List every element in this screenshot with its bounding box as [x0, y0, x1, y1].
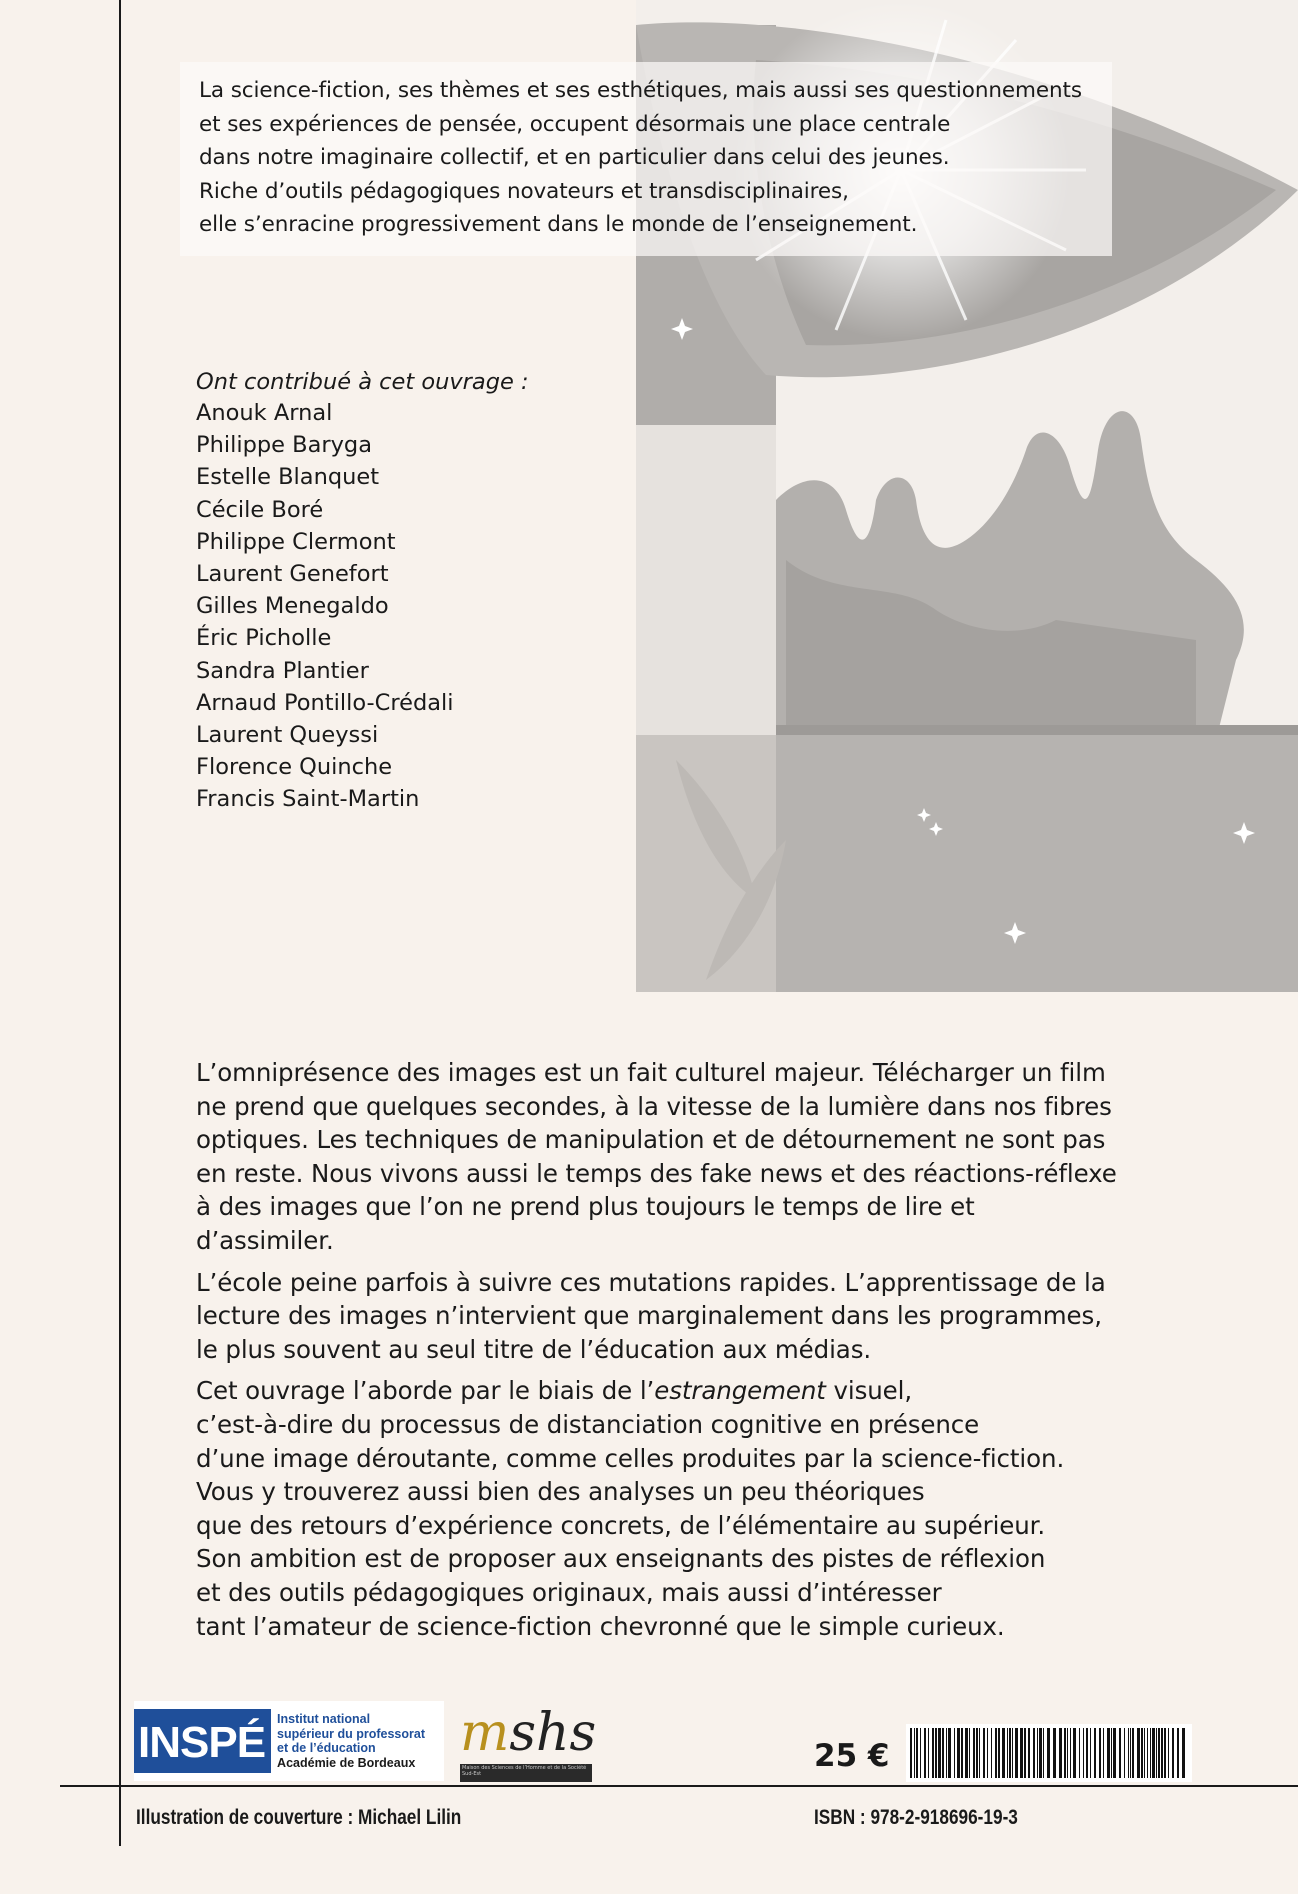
barcode-bar: [979, 1728, 980, 1778]
barcode-bar: [928, 1728, 929, 1778]
barcode-bar: [1070, 1728, 1071, 1778]
barcode-bar: [1130, 1728, 1131, 1778]
barcode-bar: [1164, 1728, 1166, 1778]
contributor-name: Cécile Boré: [196, 496, 324, 523]
body-line: et des outils pédagogiques originaux, mais aussi d’intéresser: [196, 1577, 942, 1607]
barcode-bar: [924, 1728, 926, 1778]
inspe-caption-line: Institut national: [277, 1712, 371, 1726]
barcode-bar: [1132, 1728, 1134, 1778]
barcode-bar: [1020, 1728, 1023, 1778]
barcode-bar: [969, 1728, 970, 1778]
body-line: L’omniprésence des images est un fait culturel majeur. Télécharger un film: [196, 1058, 1106, 1087]
barcode-bar: [1128, 1728, 1129, 1778]
contributors-list: [196, 397, 454, 816]
vertical-rule: [119, 0, 121, 1846]
mshs-wordmark: [460, 1702, 596, 1764]
barcode-bar: [1168, 1728, 1169, 1778]
barcode-bar: [914, 1728, 915, 1778]
barcode-bar: [1113, 1728, 1116, 1778]
barcode-bar: [1152, 1728, 1155, 1778]
mshs-logo: [460, 1702, 597, 1784]
barcode-bar: [976, 1728, 978, 1778]
barcode-bar: [1064, 1728, 1066, 1778]
contributor-name: Estelle Blanquet: [196, 464, 380, 491]
body-line: Son ambition est de proposer aux enseignants des pistes de réflexion: [196, 1544, 1046, 1574]
barcode-bar: [973, 1728, 975, 1778]
barcode-bar: [1012, 1728, 1013, 1778]
barcode-bar: [1059, 1728, 1062, 1778]
barcode-bar: [1047, 1728, 1050, 1778]
barcode-bar: [987, 1728, 988, 1778]
body-line: d’assimiler.: [196, 1225, 334, 1255]
barcode-bar: [1009, 1728, 1011, 1778]
contributors-heading: Ont contribué à cet ouvrage :: [196, 369, 529, 395]
barcode-bar: [920, 1728, 921, 1778]
barcode-bar: [1141, 1728, 1143, 1778]
barcode-bar: [1111, 1728, 1112, 1778]
barcode-bar: [1099, 1728, 1101, 1778]
inspe-logo: [134, 1701, 444, 1781]
barcode-bar: [991, 1728, 992, 1778]
intro-line: elle s’enracine progressivement dans le monde de l’enseignement.: [199, 212, 918, 237]
barcode-bar: [1107, 1728, 1110, 1778]
contributor-name: Éric Picholle: [196, 625, 332, 652]
barcode-bar: [1156, 1728, 1157, 1778]
barcode-bar: [1073, 1728, 1076, 1778]
barcode-bar: [948, 1728, 951, 1778]
intro-text: [199, 74, 1119, 242]
barcode-bar: [1079, 1728, 1080, 1778]
body-line: [196, 1374, 1196, 1408]
contributor-name: Anouk Arnal: [196, 400, 333, 426]
body-line: d’une image déroutante, comme celles produites par la science-fiction.: [196, 1443, 1065, 1473]
body-fragment: visuel,: [825, 1376, 913, 1406]
barcode-bar: [1158, 1728, 1160, 1778]
barcode-bar: [916, 1728, 918, 1778]
mshs-initial: m: [460, 1703, 510, 1763]
mshs-subtitle: Maison des Sciences de l’Homme et de la Société Sud-Est: [460, 1764, 592, 1782]
body-line: à des images que l’on ne prend plus toujours le temps de lire et: [196, 1192, 975, 1222]
horizontal-rule: [60, 1785, 1298, 1787]
barcode-bar: [1067, 1728, 1068, 1778]
inspe-caption-line: et de l’éducation: [277, 1741, 376, 1755]
barcode-bar: [1037, 1728, 1038, 1778]
barcode-bar: [1090, 1728, 1091, 1778]
barcode-bar: [932, 1728, 934, 1778]
intro-line: dans notre imaginaire collectif, et en particulier dans celui des jeunes.: [199, 145, 950, 170]
barcode-bar: [938, 1728, 941, 1778]
barcode-bar: [1083, 1728, 1084, 1778]
intro-line: et ses expériences de pensée, occupent désormais une place centrale: [199, 111, 951, 137]
contributor-name: Arnaud Pontillo-Crédali: [196, 689, 454, 716]
barcode-bar: [961, 1728, 963, 1778]
paragraph-1: [196, 1056, 1196, 1258]
barcode-bar: [1119, 1728, 1121, 1778]
body-fragment: Cet ouvrage l’aborde par le biais de l’: [196, 1376, 655, 1406]
inspe-wordmark: INSPÉ: [134, 1709, 271, 1773]
barcode-bar: [998, 1728, 1000, 1778]
barcode-bar: [995, 1728, 997, 1778]
barcode-bar: [910, 1728, 912, 1778]
illustration-credit: Illustration de couverture : Michael Lilin: [136, 1806, 462, 1829]
inspe-caption: [277, 1712, 425, 1770]
price-label: 25 €: [814, 1738, 890, 1774]
contributor-name: Laurent Genefort: [196, 561, 389, 588]
contributor-name: Laurent Queyssi: [196, 722, 379, 749]
body-line: Vous y trouverez aussi bien des analyses un peu théoriques: [196, 1477, 925, 1507]
body-line: lecture des images n’intervient que marginalement dans les programmes,: [196, 1301, 1102, 1331]
barcode-bar: [1177, 1728, 1179, 1778]
barcode-bar: [1007, 1728, 1008, 1778]
barcode-bar: [1137, 1728, 1140, 1778]
barcode-bar: [1033, 1728, 1035, 1778]
barcode-bar: [1182, 1728, 1185, 1778]
barcode-bar: [1043, 1728, 1044, 1778]
barcode-bar: [1161, 1728, 1163, 1778]
barcode-bar: [1086, 1728, 1088, 1778]
paragraph-3: [196, 1374, 1196, 1643]
body-line: en reste. Nous vivons aussi le temps des fake news et des réactions-réflexe: [196, 1158, 1117, 1188]
barcode-bar: [935, 1728, 937, 1778]
barcode-bar: [1124, 1728, 1125, 1778]
barcode-bar: [1172, 1728, 1174, 1778]
barcode-bar: [957, 1728, 960, 1778]
body-line: L’école peine parfois à suivre ces mutations rapides. L’apprentissage de la: [196, 1267, 1106, 1297]
barcode-bar: [942, 1728, 944, 1778]
body-line: c’est-à-dire du processus de distanciation cognitive en présence: [196, 1409, 980, 1439]
body-line: tant l’amateur de science-fiction chevronné que le simple curieux.: [196, 1611, 1005, 1641]
barcode-bar: [1028, 1728, 1030, 1778]
barcode-bar: [1024, 1728, 1026, 1778]
barcode-bar: [1002, 1728, 1005, 1778]
paragraph-2: [196, 1266, 1196, 1367]
body-line: le plus souvent au seul titre de l’éducation aux médias.: [196, 1334, 872, 1364]
barcode-bar: [1103, 1728, 1104, 1778]
inspe-caption-line: supérieur du professorat: [277, 1726, 425, 1741]
contributor-name: Gilles Menegaldo: [196, 593, 389, 620]
inspe-caption-line: Académie de Bordeaux: [277, 1755, 416, 1770]
contributor-name: Florence Quinche: [196, 754, 393, 781]
contributor-name: Sandra Plantier: [196, 657, 369, 684]
body-line: ne prend que quelques secondes, à la vitesse de la lumière dans nos fibres: [196, 1091, 1112, 1121]
barcode-bar: [983, 1728, 985, 1778]
mshs-rest: shs: [509, 1703, 597, 1763]
barcode-bar: [1144, 1728, 1145, 1778]
barcode-bar: [954, 1728, 955, 1778]
intro-line: Riche d’outils pédagogiques novateurs et transdisciplinaires,: [199, 178, 849, 204]
emphasis-term: estrangement: [654, 1376, 826, 1406]
barcode-bar: [1053, 1728, 1056, 1778]
barcode: [906, 1724, 1192, 1782]
contributor-name: Philippe Baryga: [196, 432, 373, 459]
isbn-label: ISBN : 978-2-918696-19-3: [814, 1806, 1018, 1829]
body-line: optiques. Les techniques de manipulation et de détournement ne sont pas: [196, 1125, 1106, 1155]
barcode-bar: [1015, 1728, 1018, 1778]
barcode-bar: [1150, 1728, 1151, 1778]
barcode-bars: [906, 1724, 1192, 1782]
body-line: que des retours d’expérience concrets, de l’élémentaire au supérieur.: [196, 1510, 1046, 1540]
barcode-bar: [1039, 1728, 1042, 1778]
barcode-bar: [1147, 1728, 1148, 1778]
contributor-name: Francis Saint-Martin: [196, 786, 420, 813]
barcode-bar: [965, 1728, 968, 1778]
barcode-bar: [946, 1728, 947, 1778]
contributor-name: Philippe Clermont: [196, 528, 396, 555]
description-text: [196, 1056, 1196, 1651]
barcode-bar: [1094, 1728, 1096, 1778]
intro-line: La science-fiction, ses thèmes et ses esthétiques, mais aussi ses questionnements: [199, 78, 1082, 103]
